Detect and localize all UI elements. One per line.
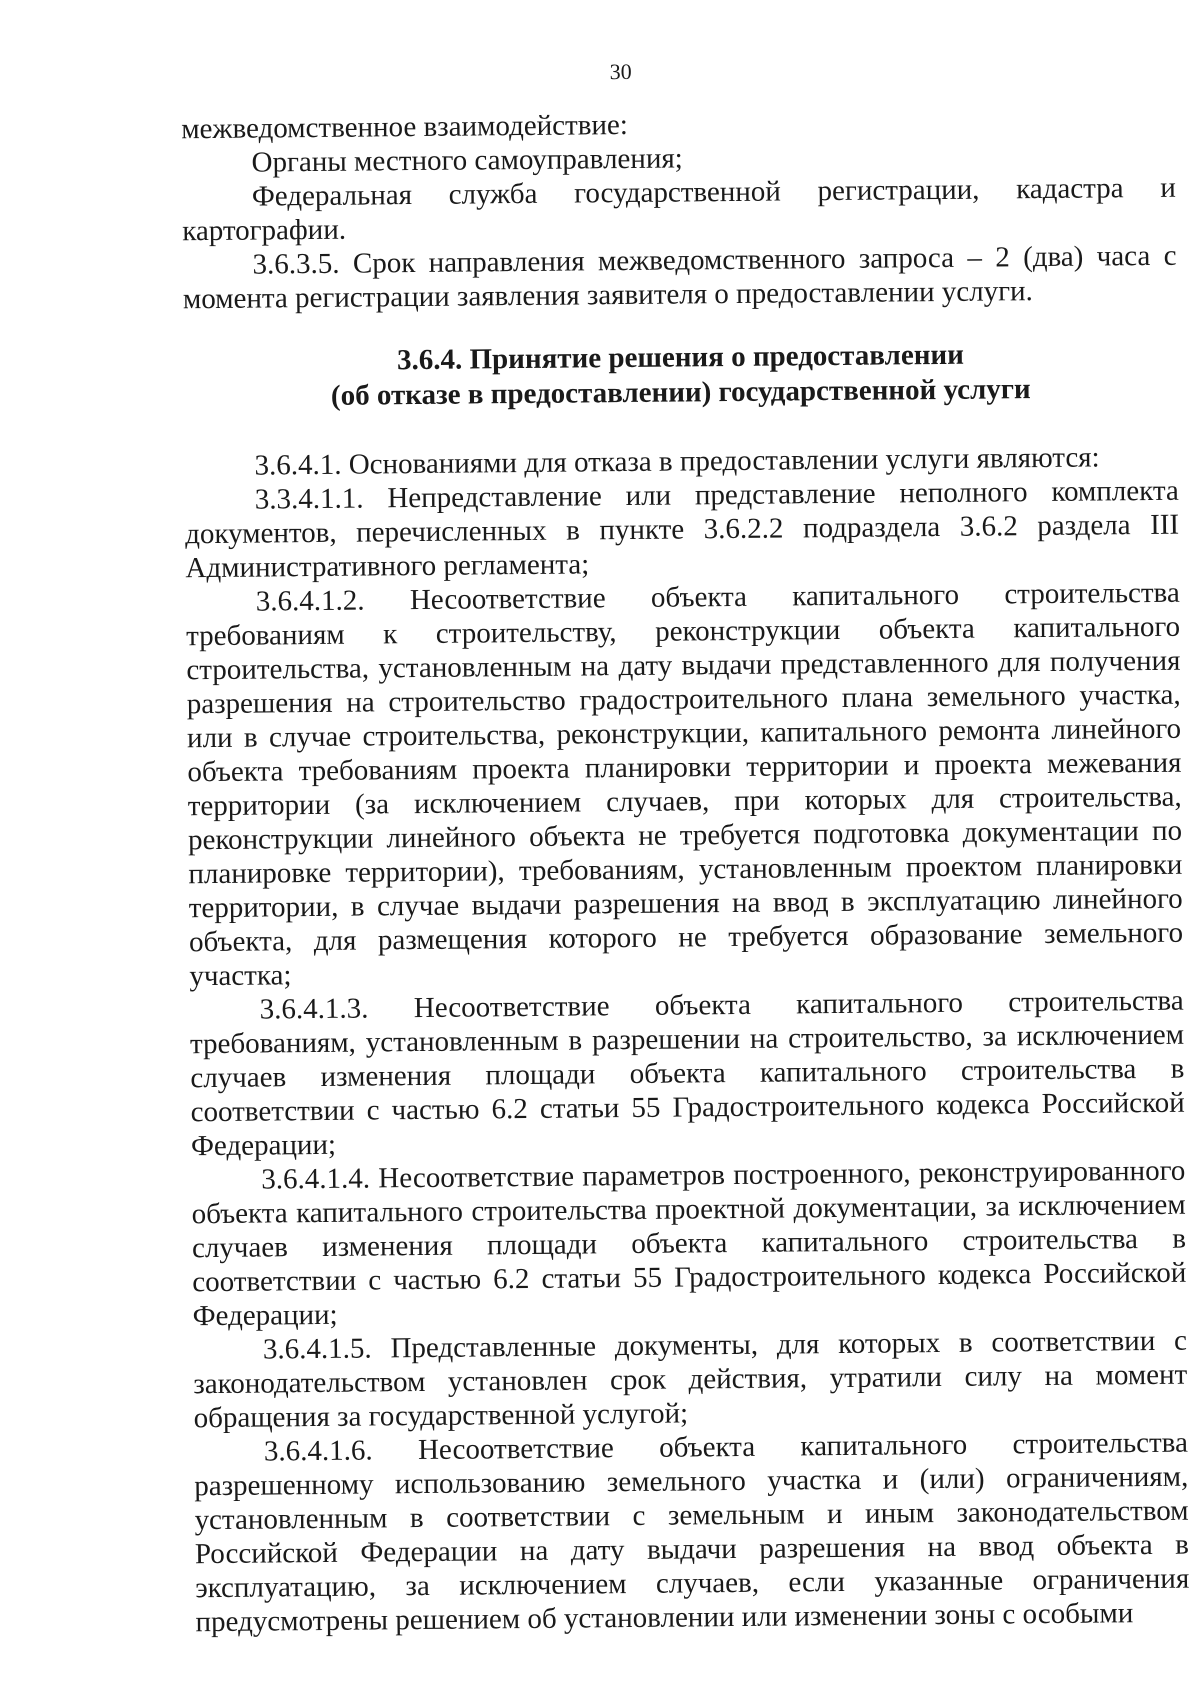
- section-heading-line-2: (об отказе в предоставлении) государственной услуги: [330, 373, 1031, 412]
- paragraph-local-government: Органы местного самоуправления;: [251, 142, 683, 179]
- page-number: 30: [609, 58, 632, 85]
- paragraph-3-6-4-1: 3.6.4.1. Основаниями для отказа в предоставлении услуги являются:: [254, 441, 1100, 482]
- paragraph-federal-service: Федеральная служба государственной регистрации, кадастра и картографии.: [182, 171, 1177, 248]
- paragraph-3-6-4-1-2: 3.6.4.1.2. Несоответствие объекта капитального строительства требованиям к строительству, реконструкции объекта капитального строительства, установленным на дату выдачи представленного для получения разрешения на строительство градостроительного плана земельного участка, или в случае строительства, реконструкции, капитального ремонта линейного объекта требованиям проекта планировки территории и проекта межевания территории (за исключением случаев, при которых для строительства, реконструкции линейного объекта не требуется подготовка документации по планировке территории), требованиям, установленным проектом планировки территории, в случае выдачи разрешения на ввод в эксплуатацию линейного объекта, для размещения которого не требуется образование земельного участка;: [185, 576, 1184, 993]
- section-heading-3-6-4: [183, 336, 1178, 416]
- paragraph-3-6-4-1-3: 3.6.4.1.3. Несоответствие объекта капитального строительства требованиям, установленным в разрешении на строительство, за исключением случаев изменения площади объекта капитального строительства в соответствии с частью 6.2 статьи 55 Градостроительного кодекса Российской Федерации;: [189, 984, 1185, 1163]
- paragraph-interagency-interaction: межведомственное взаимодействие:: [181, 108, 629, 146]
- document-text: [181, 103, 1190, 1639]
- paragraph-3-6-4-1-4: 3.6.4.1.4. Несоответствие параметров построенного, реконструированного объекта капитального строительства проектной документации, за исключением случаев изменения площади объекта капитального строительства в соответствии с частью 6.2 статьи 55 Градостроительного кодекса Российской Федерации;: [191, 1154, 1187, 1333]
- paragraph-3-6-4-1-6: 3.6.4.1.6. Несоответствие объекта капитального строительства разрешенному использованию земельного участка и (или) ограничениям, установленным в соответствии с земельным и иным законодательством Российской Федерации на дату выдачи разрешения на ввод объекта в эксплуатацию, за исключением случаев, если указанные ограничения предусмотрены решением об установлении или изменении зоны с особыми: [194, 1426, 1190, 1639]
- section-heading-line-1: 3.6.4. Принятие решения о предоставлении: [396, 338, 965, 377]
- paragraph-3-6-4-1-5: 3.6.4.1.5. Представленные документы, для которых в соответствии с законодательством установлен срок действия, утратили силу на момент обращения за государственной услугой;: [193, 1324, 1188, 1435]
- paragraph-3-3-4-1-1: 3.3.4.1.1. Непредставление или представление неполного комплекта документов, перечисленных в пункте 3.6.2.2 подраздела 3.6.2 раздела III Административного регламента;: [184, 474, 1180, 585]
- paragraph-3-6-3-5: 3.6.3.5. Срок направления межведомственного запроса – 2 (два) часа с момента регистрации заявления заявителя о предоставлении услуги.: [182, 239, 1177, 316]
